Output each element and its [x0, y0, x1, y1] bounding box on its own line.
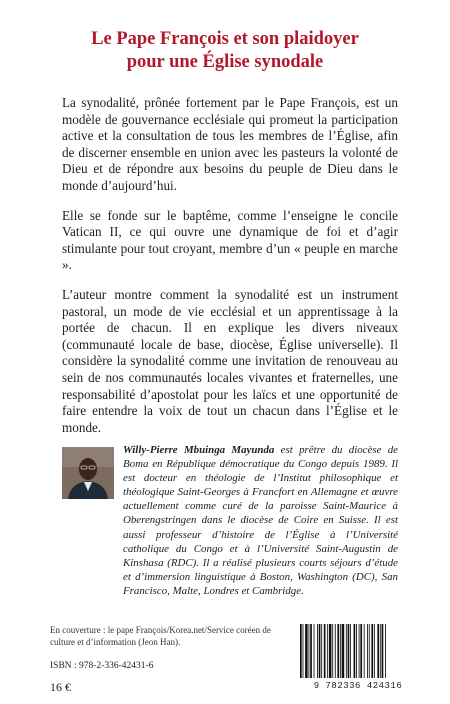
barcode-bar — [329, 624, 332, 678]
barcode-bar — [354, 624, 356, 678]
author-photo — [62, 447, 114, 499]
author-bio-text: est prêtre du diocèse de Boma en République démocratique du Congo depuis 1989. Il est docteur en théologie de l’Institut philosophique et théologique Saint-Georges à Francfort en Allemagne et œuvre actuellement comme curé de la paroisse Saint-Maurice à Oberengstringen dans le diocèse de Coire en Suisse. Il est aussi professeur d’histoire de l’Église à l’Université catholique du Congo et à l’Université Saint-Augustin de Kinshasa (RDC). Il a réalisé plusieurs courts séjours d’étude et d’immersion linguistique à Boston, Washington (DC), San Francisco, Malte, Londres et Cambridge. — [123, 444, 399, 597]
barcode-bar — [369, 624, 370, 678]
title-line-1: Le Pape François et son plaidoyer — [91, 29, 359, 49]
barcode-bar — [346, 624, 347, 678]
author-portrait-icon — [62, 447, 114, 499]
barcode-bar — [303, 624, 304, 678]
barcode-bar — [371, 624, 373, 678]
barcode-bar — [340, 624, 341, 678]
barcode-bar — [382, 624, 384, 678]
barcode-bar — [332, 624, 333, 678]
barcode-bar — [319, 624, 321, 678]
barcode-bar — [360, 624, 362, 678]
isbn: ISBN : 978-2-336-42431-6 — [50, 661, 154, 671]
barcode-bar — [377, 624, 379, 678]
barcode-bar — [348, 624, 350, 678]
barcode-icon — [296, 624, 420, 680]
barcode-bar — [310, 624, 312, 678]
paragraph-3: L’auteur montre comment la synodalité est un instrument pastoral, un mode de vie ecclésial et un apprentissage à la portée de chacun. Il en explique les divers niveaux (communauté locale de base, diocèse, Église universelle). Il considère la synodalité comme une invitation de renouveau au sein de nos communautés locales vivantes et fraternelles, une responsabilité d’apostolat pour les laïcs et une opportunité de faire entendre la voix de tout un chacun dans l’Église et le monde. — [62, 286, 398, 435]
barcode-bar — [317, 624, 318, 678]
author-bio — [123, 443, 398, 598]
paragraph-1: La synodalité, prônée fortement par le Pape François, est un modèle de gouvernance ecclésiale qui promeut la participation active et la consultation de tous les membres de l’Église, afin de discerner ensemble en union avec les pasteurs la volonté de Dieu et de répondre aux besoins du peuple de Dieu dans le monde d’aujourd’hui. — [62, 95, 398, 193]
barcode-bar — [350, 624, 351, 678]
barcode-bar — [359, 624, 360, 678]
barcode — [296, 624, 420, 692]
paragraph-2: Elle se fonde sur le baptême, comme l’enseigne le concile Vatican II, ce qui ouvre une dynamique de foi et d’agir stimulante pour tout croyant, membre d’un « peuple en marche ». — [62, 207, 398, 273]
barcode-bar — [367, 624, 368, 678]
barcode-bar — [321, 624, 322, 678]
barcode-bar — [374, 624, 375, 678]
title-line-2: pour une Église synodale — [126, 52, 324, 72]
barcode-bar — [337, 624, 339, 678]
back-cover-text — [62, 95, 398, 436]
barcode-bar — [314, 624, 315, 678]
barcode-bar — [324, 624, 326, 678]
barcode-bar — [342, 624, 345, 678]
barcode-bar — [385, 624, 386, 678]
price: 16 € — [50, 680, 71, 694]
barcode-bar — [364, 624, 365, 678]
cover-credits: En couverture : le pape François/Korea.net/Service coréen de culture et d’information (Jeon Han). — [50, 625, 271, 647]
author-name: Willy-Pierre Mbuinga Mayunda — [123, 444, 275, 456]
barcode-bar — [309, 624, 310, 678]
barcode-bar — [300, 624, 302, 678]
book-title — [0, 28, 450, 74]
barcode-bar — [305, 624, 308, 678]
barcode-bar — [327, 624, 328, 678]
barcode-bar — [335, 624, 336, 678]
barcode-bar — [356, 624, 357, 678]
barcode-bar — [380, 624, 381, 678]
barcode-digits: 9 782336 424316 — [313, 681, 403, 691]
